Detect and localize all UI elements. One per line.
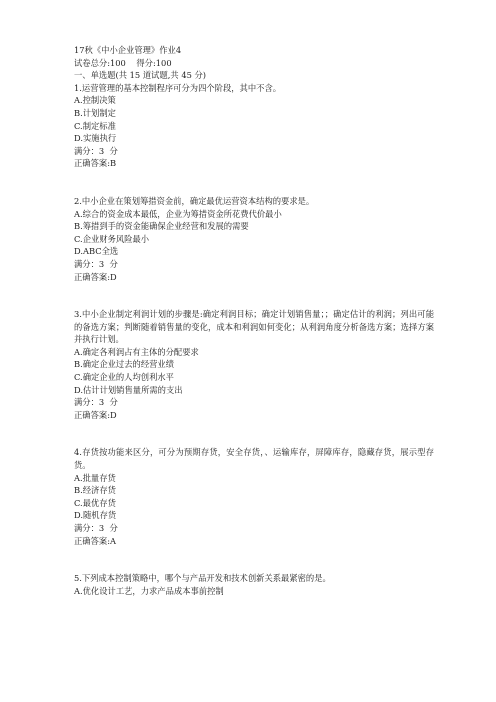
option-c: C.最优存货 xyxy=(74,497,116,508)
question-3 xyxy=(74,308,434,421)
question-stem: 4.存货按功能来区分，可分为预期存货，安全存货，、运输库存，屏障库存，隐藏存货，展示型存货。 xyxy=(74,447,434,471)
question-2 xyxy=(74,195,434,283)
exam-document xyxy=(74,44,434,597)
question-spacer xyxy=(74,421,434,446)
option-d: D.ABC全选 xyxy=(74,246,119,257)
correct-answer: 正确答案:D xyxy=(74,409,117,420)
question-stem: 5.下列成本控制策略中，哪个与产品开发和技术创新关系最紧密的是。 xyxy=(74,573,331,584)
question-4 xyxy=(74,446,434,547)
question-spacer xyxy=(74,547,434,572)
question-points: 满分：3 分 xyxy=(74,397,118,408)
option-a: A.控制决策 xyxy=(74,95,116,106)
correct-answer: 正确答案:B xyxy=(74,158,117,169)
option-b: B.经济存货 xyxy=(74,485,116,496)
correct-answer: 正确答案:A xyxy=(74,535,116,546)
question-points: 满分：3 分 xyxy=(74,145,118,156)
section-heading: 一、单选题(共 15 道试题,共 45 分) xyxy=(74,70,207,81)
option-c: C.企业财务风险最小 xyxy=(74,233,150,244)
option-b: B.计划制定 xyxy=(74,107,116,118)
question-stem: 1.运营管理的基本控制程序可分为四个阶段，其中不含。 xyxy=(74,82,282,93)
correct-answer: 正确答案:D xyxy=(74,271,117,282)
option-c: C.制定标准 xyxy=(74,120,116,131)
option-d: D.估计计划销售量所需的支出 xyxy=(74,384,183,395)
option-a: A.优化设计工艺，力求产品成本事前控制 xyxy=(74,585,224,596)
option-d: D.随机存货 xyxy=(74,510,117,521)
option-a: A.确定各利润占有主体的分配要求 xyxy=(74,346,199,357)
option-b: B.筹措到手的资金能确保企业经营和发展的需要 xyxy=(74,221,249,232)
option-d: D.实施执行 xyxy=(74,133,117,144)
question-points: 满分：3 分 xyxy=(74,258,118,269)
option-a: A.综合的资金成本最低，企业为筹措资金所花费代价最小 xyxy=(74,208,282,219)
question-spacer xyxy=(74,170,434,195)
question-stem: 2.中小企业在策划筹措资金前，确定最优运营资本结构的要求是。 xyxy=(74,195,315,206)
question-points: 满分：3 分 xyxy=(74,523,118,533)
option-b: B.确定企业过去的经营业绩 xyxy=(74,359,175,370)
option-c: C.确定企业的人均创利水平 xyxy=(74,372,174,383)
question-1 xyxy=(74,82,434,170)
score-line: 试卷总分:100 得分:100 xyxy=(74,57,172,68)
question-stem: 3.中小企业制定利润计划的步骤是:确定利润目标；确定计划销售量；；确定估计的利润；列出可能的备选方案；判断随着销售量的变化，成本和利润如何变化；从利润角度分析备选方案；选择方案并执行计划。 xyxy=(74,309,434,345)
doc-title: 17秋《中小企业管理》作业4 xyxy=(74,45,182,55)
option-a: A.批量存货 xyxy=(74,472,116,483)
question-spacer xyxy=(74,283,434,308)
question-5 xyxy=(74,572,434,597)
